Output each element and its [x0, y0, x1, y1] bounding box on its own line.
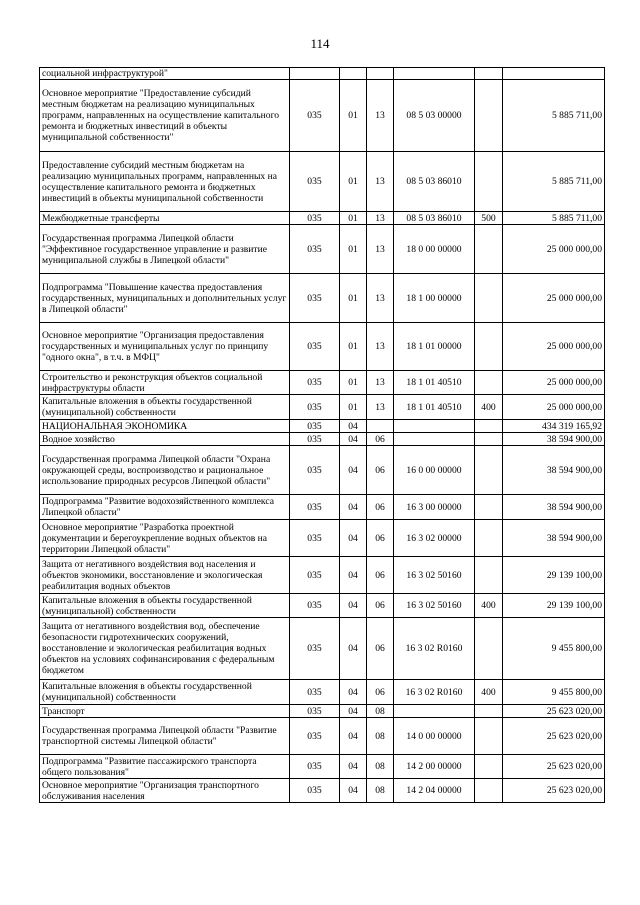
row-target-code: 14 0 00 00000 [394, 718, 475, 755]
row-subsection-code: 06 [367, 433, 394, 446]
row-expense-type [475, 618, 503, 680]
row-subsection-code: 06 [367, 446, 394, 495]
row-amount: 25 623 020,00 [503, 705, 605, 718]
row-target-code: 18 1 01 40510 [394, 371, 475, 395]
row-amount: 25 000 000,00 [503, 395, 605, 420]
row-section-code [340, 68, 367, 80]
table-row [40, 395, 605, 420]
table-row [40, 80, 605, 152]
row-target-code: 16 3 02 50160 [394, 557, 475, 594]
row-section-code: 01 [340, 395, 367, 420]
row-name: Основное мероприятие "Предоставление субсидий местным бюджетам на реализацию муниципальных программ, направленных на осуществление капитального ремонта и бюджетных инвестиций в объекты муниципальной собственности" [40, 80, 290, 152]
row-section-code: 01 [340, 80, 367, 152]
row-expense-type: 400 [475, 594, 503, 618]
row-target-code: 16 3 02 50160 [394, 594, 475, 618]
row-ministry-code: 035 [290, 323, 340, 371]
row-section-code: 01 [340, 323, 367, 371]
row-expense-type [475, 420, 503, 433]
row-expense-type [475, 557, 503, 594]
row-amount: 9 455 800,00 [503, 680, 605, 705]
table-row [40, 212, 605, 225]
row-ministry-code: 035 [290, 420, 340, 433]
row-ministry-code: 035 [290, 755, 340, 779]
row-target-code: 18 0 00 00000 [394, 225, 475, 274]
row-ministry-code: 035 [290, 718, 340, 755]
row-section-code: 04 [340, 718, 367, 755]
row-ministry-code: 035 [290, 618, 340, 680]
row-subsection-code: 08 [367, 705, 394, 718]
row-name: Государственная программа Липецкой области "Охрана окружающей среды, воспроизводство и рациональное использование природных ресурсов Липецкой области" [40, 446, 290, 495]
row-ministry-code: 035 [290, 495, 340, 520]
row-target-code: 16 3 02 R0160 [394, 680, 475, 705]
row-ministry-code: 035 [290, 212, 340, 225]
row-name: Основное мероприятие "Разработка проектной документации и берегоукрепление водных объектов на территории Липецкой области" [40, 520, 290, 557]
row-ministry-code: 035 [290, 371, 340, 395]
row-section-code: 04 [340, 755, 367, 779]
row-section-code: 04 [340, 520, 367, 557]
row-subsection-code: 13 [367, 80, 394, 152]
row-ministry-code: 035 [290, 705, 340, 718]
row-expense-type [475, 718, 503, 755]
table-row [40, 705, 605, 718]
row-section-code: 01 [340, 212, 367, 225]
row-section-code: 04 [340, 680, 367, 705]
table-row [40, 755, 605, 779]
row-expense-type [475, 152, 503, 212]
table-row [40, 420, 605, 433]
row-subsection-code: 13 [367, 212, 394, 225]
row-target-code: 16 3 00 00000 [394, 495, 475, 520]
row-ministry-code: 035 [290, 274, 340, 323]
row-section-code: 04 [340, 420, 367, 433]
row-section-code: 04 [340, 446, 367, 495]
row-amount: 38 594 900,00 [503, 433, 605, 446]
row-ministry-code: 035 [290, 557, 340, 594]
row-name: Транспорт [40, 705, 290, 718]
row-amount: 5 885 711,00 [503, 212, 605, 225]
row-target-code: 16 3 02 R0160 [394, 618, 475, 680]
row-amount: 9 455 800,00 [503, 618, 605, 680]
row-ministry-code: 035 [290, 225, 340, 274]
row-amount [503, 68, 605, 80]
row-subsection-code: 06 [367, 520, 394, 557]
table-row [40, 618, 605, 680]
row-target-code: 18 1 01 00000 [394, 323, 475, 371]
table-row [40, 680, 605, 705]
row-name: Капитальные вложения в объекты государственной (муниципальной) собственности [40, 680, 290, 705]
row-subsection-code: 08 [367, 718, 394, 755]
row-target-code [394, 68, 475, 80]
row-expense-type [475, 68, 503, 80]
row-expense-type [475, 80, 503, 152]
table-row [40, 68, 605, 80]
row-target-code [394, 705, 475, 718]
table-row [40, 557, 605, 594]
row-ministry-code: 035 [290, 433, 340, 446]
row-section-code: 01 [340, 225, 367, 274]
table-row [40, 433, 605, 446]
row-subsection-code: 06 [367, 495, 394, 520]
row-amount: 25 000 000,00 [503, 323, 605, 371]
row-name: Защита от негативного воздействия вод, обеспечение безопасности гидротехнических сооружений, восстановление и экологическая реабилитация водных объектов на условиях софинансирования с федеральным бюджетом [40, 618, 290, 680]
row-subsection-code [367, 420, 394, 433]
row-ministry-code: 035 [290, 80, 340, 152]
row-name: социальной инфраструктурой" [40, 68, 290, 80]
budget-table [39, 67, 605, 803]
row-ministry-code: 035 [290, 446, 340, 495]
row-name: Водное хозяйство [40, 433, 290, 446]
row-amount: 25 000 000,00 [503, 371, 605, 395]
row-amount: 29 139 100,00 [503, 557, 605, 594]
row-target-code [394, 420, 475, 433]
row-name: Подпрограмма "Повышение качества предоставления государственных, муниципальных и дополнительных услуг в Липецкой области" [40, 274, 290, 323]
row-section-code: 04 [340, 618, 367, 680]
row-section-code: 04 [340, 594, 367, 618]
row-ministry-code [290, 68, 340, 80]
row-name: Капитальные вложения в объекты государственной (муниципальной) собственности [40, 395, 290, 420]
row-section-code: 01 [340, 274, 367, 323]
row-name: Государственная программа Липецкой области "Развитие транспортной системы Липецкой области" [40, 718, 290, 755]
table-row [40, 225, 605, 274]
table-row [40, 152, 605, 212]
row-section-code: 04 [340, 779, 367, 803]
row-name: Строительство и реконструкция объектов социальной инфраструктуры области [40, 371, 290, 395]
row-ministry-code: 035 [290, 520, 340, 557]
row-target-code [394, 433, 475, 446]
row-expense-type [475, 755, 503, 779]
row-subsection-code: 13 [367, 371, 394, 395]
row-name: Подпрограмма "Развитие водохозяйственного комплекса Липецкой области" [40, 495, 290, 520]
row-section-code: 04 [340, 495, 367, 520]
row-section-code: 01 [340, 371, 367, 395]
row-subsection-code: 06 [367, 680, 394, 705]
row-expense-type: 500 [475, 212, 503, 225]
table-row [40, 323, 605, 371]
table-row [40, 446, 605, 495]
row-amount: 25 623 020,00 [503, 779, 605, 803]
row-expense-type [475, 520, 503, 557]
row-subsection-code: 08 [367, 779, 394, 803]
row-target-code: 18 1 01 40510 [394, 395, 475, 420]
row-target-code: 08 5 03 86010 [394, 212, 475, 225]
row-ministry-code: 035 [290, 152, 340, 212]
row-name: Основное мероприятие "Организация транспортного обслуживания населения [40, 779, 290, 803]
row-name: НАЦИОНАЛЬНАЯ ЭКОНОМИКА [40, 420, 290, 433]
table-row [40, 779, 605, 803]
row-expense-type [475, 225, 503, 274]
row-expense-type: 400 [475, 395, 503, 420]
row-expense-type [475, 323, 503, 371]
row-section-code: 04 [340, 433, 367, 446]
row-subsection-code: 13 [367, 274, 394, 323]
row-target-code: 08 5 03 86010 [394, 152, 475, 212]
row-ministry-code: 035 [290, 779, 340, 803]
row-amount: 38 594 900,00 [503, 495, 605, 520]
row-name: Государственная программа Липецкой области "Эффективное государственное управление и развитие муниципальной службы в Липецкой области" [40, 225, 290, 274]
row-subsection-code: 13 [367, 323, 394, 371]
row-amount: 5 885 711,00 [503, 152, 605, 212]
row-ministry-code: 035 [290, 680, 340, 705]
row-name: Защита от негативного воздействия вод населения и объектов экономики, восстановление и экологическая реабилитация водных объектов [40, 557, 290, 594]
row-amount: 5 885 711,00 [503, 80, 605, 152]
row-target-code: 08 5 03 00000 [394, 80, 475, 152]
row-amount: 434 319 165,92 [503, 420, 605, 433]
table-row [40, 371, 605, 395]
row-expense-type [475, 779, 503, 803]
row-name: Основное мероприятие "Организация предоставления государственных и муниципальных услуг по принципу "одного окна", в т.ч. в МФЦ" [40, 323, 290, 371]
row-amount: 25 623 020,00 [503, 718, 605, 755]
row-subsection-code: 06 [367, 594, 394, 618]
row-expense-type [475, 371, 503, 395]
row-subsection-code: 06 [367, 618, 394, 680]
row-subsection-code [367, 68, 394, 80]
table-row [40, 594, 605, 618]
row-name: Межбюджетные трансферты [40, 212, 290, 225]
row-amount: 25 623 020,00 [503, 755, 605, 779]
row-amount: 29 139 100,00 [503, 594, 605, 618]
row-expense-type [475, 705, 503, 718]
row-subsection-code: 13 [367, 395, 394, 420]
row-amount: 25 000 000,00 [503, 274, 605, 323]
row-subsection-code: 06 [367, 557, 394, 594]
table-row [40, 520, 605, 557]
row-subsection-code: 13 [367, 152, 394, 212]
row-section-code: 01 [340, 152, 367, 212]
table-row [40, 495, 605, 520]
row-subsection-code: 13 [367, 225, 394, 274]
row-target-code: 14 2 00 00000 [394, 755, 475, 779]
table-row [40, 274, 605, 323]
row-target-code: 16 3 02 00000 [394, 520, 475, 557]
row-section-code: 04 [340, 557, 367, 594]
row-ministry-code: 035 [290, 395, 340, 420]
row-amount: 25 000 000,00 [503, 225, 605, 274]
row-target-code: 14 2 04 00000 [394, 779, 475, 803]
row-subsection-code: 08 [367, 755, 394, 779]
row-expense-type [475, 446, 503, 495]
row-expense-type: 400 [475, 680, 503, 705]
row-expense-type [475, 495, 503, 520]
page-number: 114 [310, 36, 330, 51]
row-expense-type [475, 274, 503, 323]
row-target-code: 16 0 00 00000 [394, 446, 475, 495]
row-expense-type [475, 433, 503, 446]
row-name: Подпрограмма "Развитие пассажирского транспорта общего пользования" [40, 755, 290, 779]
row-amount: 38 594 900,00 [503, 446, 605, 495]
row-target-code: 18 1 00 00000 [394, 274, 475, 323]
row-name: Предоставление субсидий местным бюджетам на реализацию муниципальных программ, направленных на осуществление капитального ремонта и бюджетных инвестиций в объекты муниципальной собственности [40, 152, 290, 212]
row-name: Капитальные вложения в объекты государственной (муниципальной) собственности [40, 594, 290, 618]
table-row [40, 718, 605, 755]
row-ministry-code: 035 [290, 594, 340, 618]
row-section-code: 04 [340, 705, 367, 718]
row-amount: 38 594 900,00 [503, 520, 605, 557]
